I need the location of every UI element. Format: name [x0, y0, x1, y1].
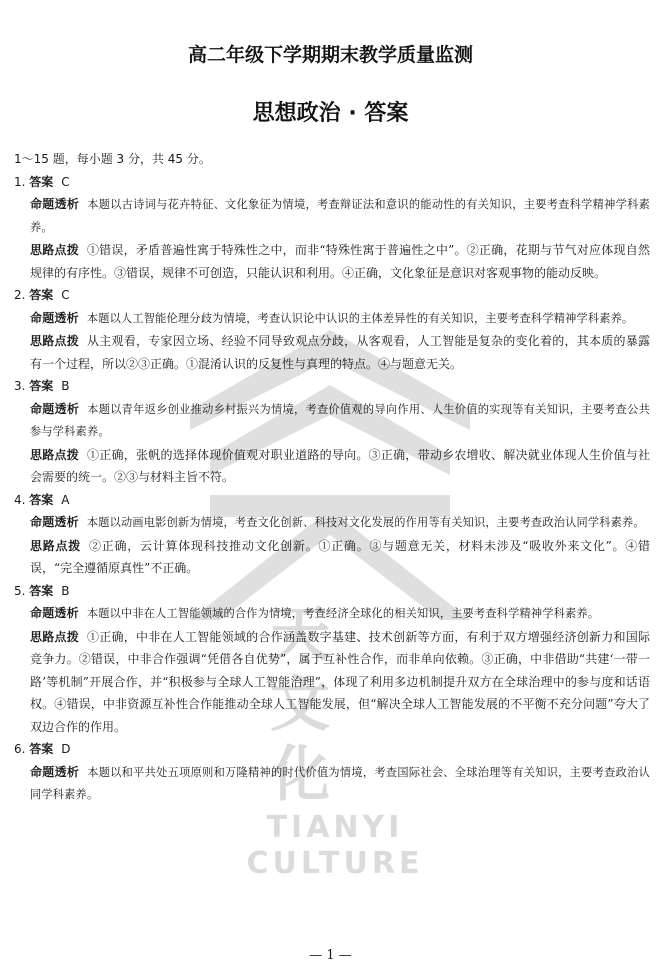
analysis-text: 本题以古诗词与花卉特征、文化象征为情境，考查辩证法和意识的能动性的有关知识，主要考查科学精神学科素养。	[30, 198, 650, 234]
question-number: 4.	[14, 492, 26, 507]
question-item	[14, 171, 650, 285]
analysis-text: 本题以人工智能伦理分歧为情境，考查认识论中认识的主体差异性的有关知识，主要考查科学精神学科素养。	[86, 311, 634, 325]
question-item	[14, 489, 650, 580]
answer-value: B	[61, 379, 70, 393]
hint-text: ①正确，张帆的选择体现价值观对职业道路的导向。③正确，带动乡农增收、解决就业体现人生价值与社会需要的统一。②③与材料主旨不符。	[30, 447, 650, 484]
hint-label: 思路点拨	[30, 243, 79, 257]
hint-text: ①错误，矛盾普遍性寓于特殊性之中，而非“特殊性寓于普遍性之中”。②正确，花期与节气对应体现自然规律的有序性。③错误，规律不可创造，只能认识和利用。④正确，文化象征是意识对客观事物的能动反映。	[30, 243, 650, 280]
question-number: 1.	[14, 174, 26, 189]
answer-value: B	[61, 583, 70, 598]
question-item	[14, 738, 650, 807]
question-item	[14, 375, 650, 489]
hint-label: 思路点拨	[30, 538, 81, 553]
analysis-label: 命题透析	[30, 606, 79, 620]
analysis-label: 命题透析	[30, 401, 80, 416]
analysis-label: 命题透析	[30, 515, 79, 529]
analysis-label: 命题透析	[30, 764, 80, 779]
answer-value: D	[61, 742, 71, 756]
analysis-label: 命题透析	[30, 310, 79, 325]
answer-label: 答案	[29, 174, 54, 189]
question-number: 6.	[14, 742, 26, 756]
answer-content	[14, 148, 650, 807]
hint-text: 从主观看，专家因立场、经验不同导致观点分歧，从客观看，人工智能是复杂的变化着的，其本质的暴露有一个过程，所以②③正确。①混淆认识的反复性与真理的特点。④与题意无关。	[30, 334, 650, 371]
answer-label: 答案	[29, 583, 54, 598]
question-item	[14, 580, 650, 739]
analysis-label: 命题透析	[30, 197, 80, 211]
analysis-text: 本题以和平共处五项原则和万隆精神的时代价值为情境，考查国际社会、全球治理等有关知识，主要考查政治认同学科素养。	[30, 765, 650, 801]
answer-label: 答案	[29, 492, 54, 507]
answer-label: 答案	[29, 288, 54, 302]
hint-label: 思路点拨	[30, 447, 79, 462]
question-item	[14, 284, 650, 375]
answer-value: C	[61, 288, 70, 302]
page-number: — 1 —	[309, 948, 352, 963]
analysis-text: 本题以中非在人工智能领域的合作为情境，考查经济全球化的相关知识，主要考查科学精神学科素养。	[86, 607, 600, 620]
page-subtitle: 思想政治 · 答案	[252, 101, 409, 126]
watermark-en: TIANYI CULTURE	[246, 810, 424, 881]
question-number: 2.	[14, 288, 26, 302]
page-title: 高二年级下学期期末教学质量监测	[187, 44, 473, 66]
analysis-text: 本题以青年返乡创业推动乡村振兴为情境，考查价值观的导向作用、人生价值的实现等有关知识，主要考查公共参与学科素养。	[30, 402, 650, 438]
hint-text: ①正确，中非在人工智能领域的合作涵盖数字基建、技术创新等方面，有利于双方增强经济创新力和国际竞争力。②错误，中非合作强调“凭借各自优势”，属于互补性合作，而非单向依赖。③正确，中非借助“共建‘一带一路’等机制”开展合作，并“积极参与全球人工智能治理”，体现了利用多边机制提升双方在全球治理中的参与度和话语权。④错误，中非资源互补性合作能推动全球人工智能发展，但“解决全球人工智能发展的不平衡不充分问题”夸大了双边合作的作用。	[30, 629, 650, 734]
score-summary: 1～15 题，每小题 3 分，共 45 分。	[14, 152, 211, 166]
hint-text: ②正确，云计算体现科技推动文化创新。①正确。③与题意无关，材料未涉及“吸收外来文化”。④错误，“完全遵循原真性”不正确。	[30, 538, 650, 575]
analysis-text: 本题以动画电影创新为情境，考查文化创新、科技对文化发展的作用等有关知识，主要考查政治认同学科素养。	[86, 516, 645, 529]
question-number: 5.	[14, 583, 26, 598]
answer-value: C	[61, 174, 70, 189]
question-number: 3.	[14, 379, 26, 393]
answer-label: 答案	[29, 742, 54, 756]
hint-label: 思路点拨	[30, 334, 79, 348]
watermark-cn: 天 文 化	[270, 600, 400, 810]
hint-label: 思路点拨	[30, 629, 79, 644]
answer-label: 答案	[29, 379, 54, 393]
answer-value: A	[61, 492, 70, 507]
